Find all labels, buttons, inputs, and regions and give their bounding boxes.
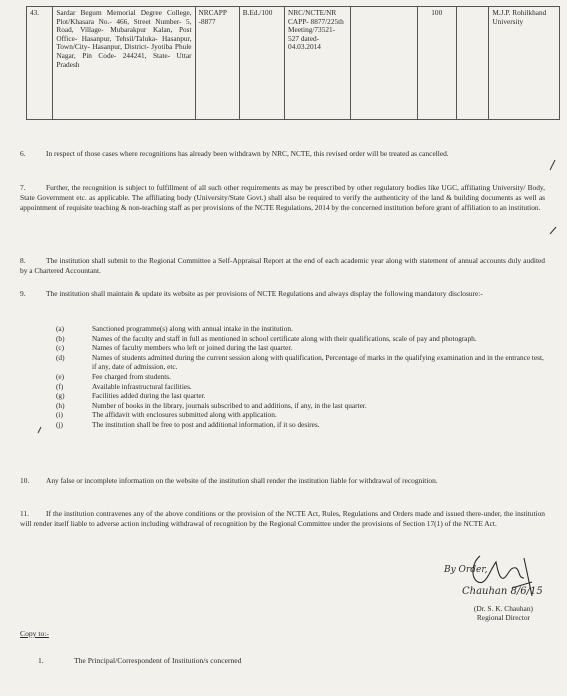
paragraph-number: 10. [20, 476, 30, 485]
list-item-key: (c) [56, 343, 65, 353]
table-cell-order: NRC/NCTE/NR CAPP- 8877/225th Meeting/73521- 527 dated- 04.03.2014 [285, 7, 351, 120]
paragraph-10 [20, 476, 545, 486]
pen-mark-icon [548, 158, 558, 172]
table-cell-sno: 43. [27, 7, 53, 120]
list-item-key: (d) [56, 352, 65, 362]
copy-item-key: 1. [38, 656, 44, 665]
list-item [56, 353, 546, 372]
pen-mark-icon [548, 224, 558, 236]
list-item-text: Names of the faculty and staff in full as mentioned in school certificate along with their qualifications, scale of pay and photograph. [92, 333, 477, 343]
list-item-text: Fee charged from students. [92, 371, 171, 381]
table-row [27, 7, 560, 120]
list-item [56, 343, 546, 353]
by-order-text: By Order, [444, 565, 488, 575]
paragraph-8 [20, 256, 545, 276]
list-item-text: Number of books in the library, journals subscribed to and additions, if any, in the last quarter. [92, 400, 367, 410]
paragraph-6 [20, 149, 545, 159]
table-cell-university: M.J.P. Rohilkhand University [489, 7, 560, 120]
table-cell-intake: 100 [417, 7, 456, 120]
list-item [56, 391, 546, 401]
list-item [56, 420, 546, 430]
paragraph-7 [20, 183, 545, 213]
list-item-text: Facilities added during the last quarter. [92, 391, 206, 401]
list-item-key: (g) [56, 391, 65, 401]
signatory-title: Regional Director [476, 613, 531, 623]
list-item-key: (j) [56, 419, 63, 429]
list-item [56, 410, 546, 420]
list-item-text: Available infrastructural facilities. [92, 381, 192, 391]
paragraph-number: 7. [20, 183, 26, 192]
paragraph-text: Any false or incomplete information on the website of the institution shall render the institution liable for withdrawal of recognition. [46, 476, 438, 485]
paragraph-text: In respect of those cases where recognitions has already been withdrawn by NRC, NCTE, this revised order will be treated as cancelled. [46, 149, 449, 158]
list-item [56, 324, 546, 334]
list-item-text: Names of students admitted during the current session along with qualification, Percentage of marks in the qualifying examination and in the entrance test, if any, date of admission, etc. [92, 352, 544, 372]
paragraph-9 [20, 289, 545, 299]
list-item-key: (f) [56, 381, 64, 391]
list-item [56, 372, 546, 382]
paragraph-text: The institution shall maintain & update its website as per provisions of NCTE Regulations and always display the following mandatory disclosure:- [46, 289, 483, 298]
paragraph-number: 6. [20, 149, 26, 158]
list-item [56, 334, 546, 344]
disclosure-list [56, 324, 546, 430]
paragraph-number: 8. [20, 256, 26, 265]
paragraph-number: 11. [20, 509, 29, 518]
paragraph-text: Further, the recognition is subject to fulfillment of all such other requirements as may be prescribed by other regulatory bodies like UGC, affiliating University/ Body, State Government etc. as applicable. The affiliating body (University/State Govt.) shall also be required to verify the authenticity of the land & building documents as well as appointment of requisite teaching & non-teaching staff as per provisions of the NCTE Regulations, 2014 by the concerned institution before grant of affiliation to an institution. [20, 183, 545, 212]
list-item-text: Sanctioned programme(s) along with annual intake in the institution. [92, 324, 293, 333]
paragraph-text: If the institution contravenes any of the above conditions or the provision of the NCTE Act, Rules, Regulations and Orders made and issued there-under, the institution will render itself liable to adverse action including withdrawal of recognition by the Regional Committee under the provisions of Section 17(1) of the NCTE Act. [20, 509, 545, 528]
list-item-key: (b) [56, 333, 65, 343]
recognition-table [26, 6, 560, 120]
list-item-text: The institution shall be free to post and additional information, if it so desires. [92, 419, 320, 429]
list-item-key: (h) [56, 400, 65, 410]
signatory-name: (Dr. S. K. Chauhan) [473, 604, 533, 613]
table-cell-programme: B.Ed./100 [239, 7, 284, 120]
paragraph-number: 9. [20, 289, 26, 298]
table-cell-empty [351, 7, 417, 120]
list-item-text: Names of faculty members who left or joined during the last quarter. [92, 343, 293, 353]
paragraph-text: The institution shall submit to the Regional Committee a Self-Appraisal Report at the end of each academic year along with statement of annual accounts duly audited by a Chartered Accountant. [20, 256, 545, 275]
list-item-key: (e) [56, 371, 65, 381]
signatory-block [474, 604, 533, 623]
list-item-key: (i) [56, 410, 63, 420]
list-item-text: The affidavit with enclosures submitted along with application. [92, 410, 277, 420]
signature-scrawl: Chauhan 8/6/15 [462, 586, 543, 597]
list-item [56, 382, 546, 392]
list-item [56, 401, 546, 411]
table-cell-institution: Sardar Begum Memorial Degree College, Plot/Khasara No.- 466, Street Number- 5, Road, Village- Mubarakpur Kalan, Post Office- Hasanpur, Tehsil/Taluka- Hasanpur, Town/City- Hasanpur, District- Jyotiba Phule Nagar, Pin Code- 244241, State- Uttar Pradesh [53, 7, 195, 120]
paragraph-11 [20, 509, 545, 529]
copy-to-item [38, 656, 241, 665]
list-item-key: (a) [56, 324, 65, 333]
handwritten-signature [420, 548, 550, 608]
copy-item-text: The Principal/Correspondent of Institution/s concerned [74, 656, 242, 665]
table-cell-code: NRCAPP -8877 [195, 7, 239, 120]
table-cell-empty [456, 7, 489, 120]
copy-to-heading: Copy to:- [20, 629, 49, 638]
pen-mark-icon [36, 425, 44, 435]
